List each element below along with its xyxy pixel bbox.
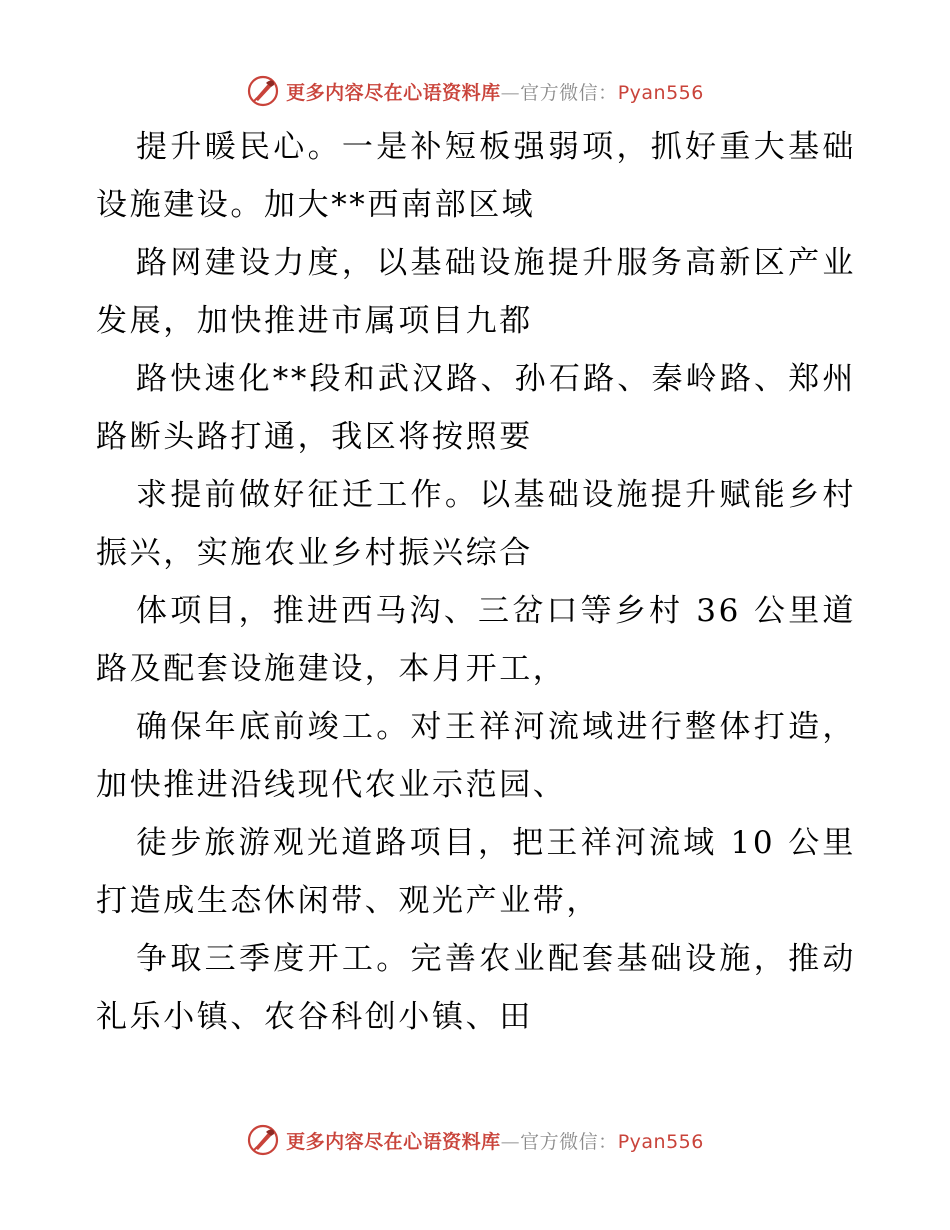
paragraph-line: 提升暖民心。一是补短板强弱项，抓好重大基础 [136,129,856,165]
paragraph-line: 路快速化**段和武汉路、孙石路、秦岭路、郑州 [136,361,856,397]
paragraph [96,930,856,1046]
paragraph-line: 求提前做好征迁工作。以基础设施提升赋能乡村 [136,477,856,513]
watermark-label: 官方微信： [520,81,618,104]
footer-watermark [0,1120,950,1160]
paragraph-line: 加快推进沿线现代农业示范园、 [96,767,567,803]
paragraph [96,350,856,466]
paragraph-line: 路断头路打通，我区将按照要 [96,419,533,455]
paragraph-line: 体项目，推进西马沟、三岔口等乡村 36 公里道 [136,593,856,629]
paragraph-line: 振兴，实施农业乡村振兴综合 [96,535,533,571]
watermark-wechat-id: Pyan556 [617,1130,704,1153]
watermark-separator: — [500,1130,521,1153]
document-body [96,118,856,1046]
paragraph-line: 打造成生态休闲带、观光产业带， [96,883,600,919]
paragraph-line: 路及配套设施建设，本月开工， [96,651,567,687]
paragraph [96,582,856,698]
quill-logo-icon [246,74,280,108]
paragraph-line: 发展，加快推进市属项目九都 [96,303,533,339]
quill-logo-icon [246,1123,280,1157]
watermark-brand: 更多内容尽在心语资料库 [286,81,501,104]
watermark-separator: — [500,81,521,104]
paragraph [96,466,856,582]
paragraph-line: 争取三季度开工。完善农业配套基础设施，推动 [136,941,856,977]
paragraph-line: 徒步旅游观光道路项目，把王祥河流域 10 公里 [136,825,856,861]
paragraph [96,118,856,234]
paragraph [96,698,856,814]
paragraph-line: 确保年底前竣工。对王祥河流域进行整体打造， [136,709,856,745]
watermark-wechat-id: Pyan556 [617,81,704,104]
paragraph-line: 路网建设力度，以基础设施提升服务高新区产业 [136,245,856,281]
header-watermark [0,71,950,111]
paragraph [96,814,856,930]
paragraph-line: 礼乐小镇、农谷科创小镇、田 [96,999,533,1035]
paragraph [96,234,856,350]
watermark-label: 官方微信： [520,1130,618,1153]
watermark-brand: 更多内容尽在心语资料库 [286,1130,501,1153]
paragraph-line: 设施建设。加大**西南部区域 [96,187,536,223]
